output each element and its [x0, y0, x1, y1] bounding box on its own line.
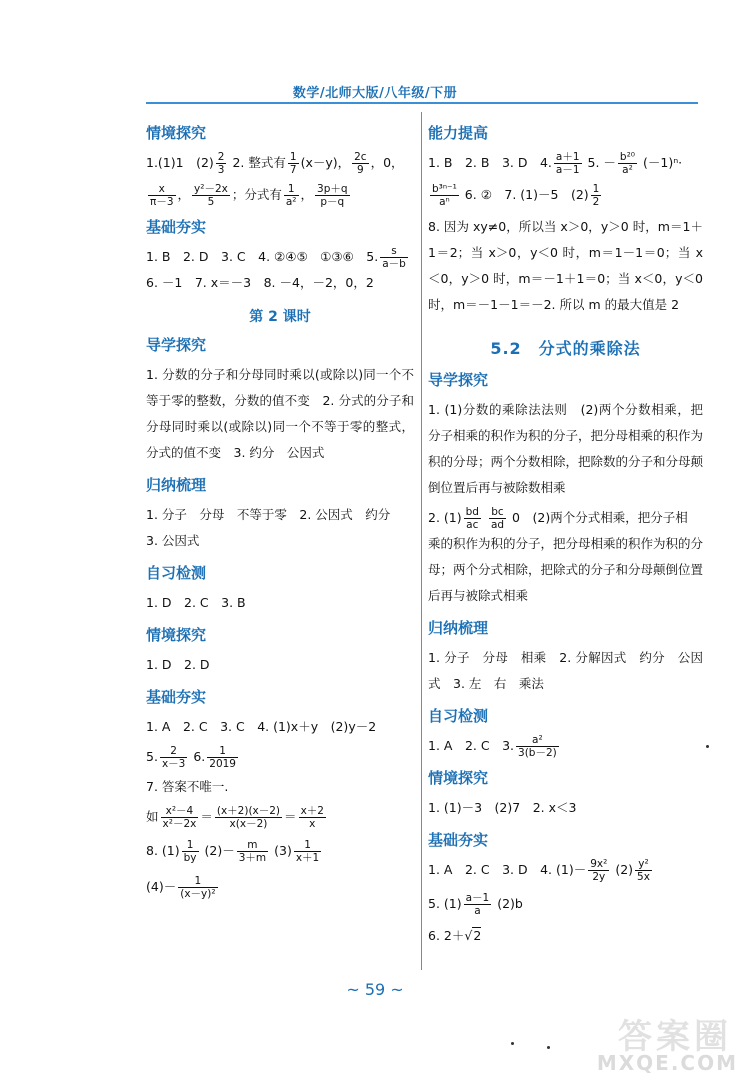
fraction: $\frac{(x+2)(x-2)}{x(x-2)}$	[216, 805, 281, 830]
column-divider	[421, 112, 422, 970]
section-heading: 情境探究	[428, 769, 489, 787]
answer-line: 1. (1)－3 (2)7 2. x＜3	[428, 800, 577, 815]
fraction: $\frac{x+2}{x}$	[300, 805, 324, 830]
answer-paragraph: 乘的积作为积的分子，把分母相乘的积作为积的分母；两个分式相除，把除式的分子和分母颠倒位置后再与被除式相乘	[428, 536, 704, 603]
answer-line: $\frac{\text{b³ⁿ⁻¹}}{\text{aⁿ}}$ 6. ② 7. (1)－5 (2) $\frac{1}{2}$	[432, 183, 600, 208]
answer-line: 如 $\frac{\text{x²－4}}{\text{x²－2x}}$ ＝ $\frac{(x+2)(x-2)}{x(x-2)}$ ＝ $\frac{x+2}{x}$	[146, 805, 324, 830]
section-heading: 自习检测	[428, 707, 489, 725]
section-heading: 情境探究	[146, 124, 207, 142]
section-heading: 能力提高	[428, 124, 489, 142]
answer-line: 7. 答案不唯一.	[146, 779, 229, 794]
fraction: $\frac{a+1}{a-1}$	[555, 151, 580, 176]
answer-paragraph: 1. (1)分数的乘除法法则 (2)两个分数相乘，把分子相乘的积作为积的分子，把分母相乘的积作为积的分母；两个分数相除，把除数的分子和分母颠倒位置后再与被除数相乘	[428, 402, 704, 495]
answer-line: 8. (1) $\frac{1}{by}$ (2)－ $\frac{m}{3+m}$ (3) $\frac{1}{x+1}$	[146, 839, 320, 864]
fraction: $\frac{1}{2019}$	[209, 745, 236, 770]
section-heading: 自习检测	[146, 564, 207, 582]
header-rule	[146, 102, 698, 104]
right-column	[428, 114, 703, 949]
answer-line: 3. 公因式	[146, 533, 200, 548]
fraction: $\frac{\text{b³ⁿ⁻¹}}{\text{aⁿ}}$	[432, 183, 457, 208]
section-heading: 基础夯实	[146, 688, 207, 706]
answer-line: 5. $\frac{2}{x-3}$ 6. $\frac{1}{2019}$	[146, 745, 236, 770]
section-heading: 导学探究	[428, 371, 489, 389]
answer-line: 6. 2＋√2	[428, 928, 482, 943]
fraction: $\frac{\text{a²}}{3(b-2)}$	[518, 734, 557, 759]
fraction: $\frac{3p+q}{p-q}$	[317, 183, 348, 208]
fraction: $\frac{\text{b²⁰}}{\text{a²}}$	[619, 151, 636, 176]
section-heading: 基础夯实	[146, 218, 207, 236]
fraction: $\frac{\text{9x²}}{2y}$	[590, 858, 608, 883]
fraction: $\frac{1}{\text{(x－y)²}}$	[180, 875, 216, 900]
section-heading: 基础夯实	[428, 831, 489, 849]
answer-line: 5. (1) $\frac{a-1}{a}$ (2)b	[428, 892, 523, 917]
stray-dot	[511, 1042, 514, 1045]
fraction: $\frac{m}{3+m}$	[238, 839, 267, 864]
fraction: $\frac{bc}{ad}$	[490, 506, 505, 531]
answer-paragraph: 8. 因为 xy≠0，所以当 x＞0，y＞0 时，m＝1＋1＝2；当 x＞0，y＜0 时，m＝1－1＝0；当 x＜0，y＞0 时，m＝－1＋1＝0；当 x＜0，y＜0 时，m＝－1－1＝－2. 所以 m 的最大值是 2	[428, 219, 703, 312]
answer-paragraph: 1. 分数的分子和分母同时乘以(或除以)同一个不等于零的整数，分数的值不变 2. 分式的分子和分母同时乘以(或除以)同一个不等于零的整式，分式的值不变 3. 约分 公因式	[146, 367, 414, 460]
fraction: $\frac{a-1}{a}$	[465, 892, 490, 917]
section-heading: 归纳梳理	[146, 476, 207, 494]
fraction: $\frac{\text{y²－2x}}{5}$	[194, 183, 228, 208]
fraction: $\frac{1}{x+1}$	[295, 839, 320, 864]
answer-line: 1. B 2. D 3. C 4. ②④⑤ ①③⑥ 5. $\frac{s}{a-b}$	[146, 245, 406, 270]
fraction: $\frac{1}{\text{a²}}$	[285, 183, 297, 208]
fraction: $\frac{1}{by}$	[183, 839, 197, 864]
stray-dot	[706, 745, 709, 748]
fraction: $\frac{s}{a-b}$	[382, 245, 406, 270]
answer-line: 1. D 2. C 3. B	[146, 595, 246, 610]
fraction: $\frac{2c}{9}$	[354, 151, 367, 176]
answer-line: 1. D 2. D	[146, 657, 210, 672]
answer-line: 6. －1 7. x＝－3 8. －4，－2，0，2	[146, 275, 374, 290]
page-number: ~ 59 ~	[346, 980, 404, 999]
answer-line: 1.(1)1 (2) $\frac{2}{3}$ 2. 整式有 $\frac{1}{7}$ (x－y)， $\frac{2c}{9}$ ，0，	[146, 151, 404, 176]
section-heading: 归纳梳理	[428, 619, 489, 637]
fraction: $\frac{1}{7}$	[289, 151, 297, 176]
answer-line: 1. A 2. C 3. D 4. (1)－ $\frac{\text{9x²}}{2y}$ (2) $\frac{\text{y²}}{5x}$	[428, 858, 650, 883]
left-column	[146, 114, 414, 900]
answer-line: 1. 分子 分母 不等于零 2. 公因式 约分	[146, 507, 391, 522]
answer-line: 1. A 2. C 3. C 4. (1)x＋y (2)y－2	[146, 719, 377, 734]
answer-line: (4)－ $\frac{1}{\text{(x－y)²}}$	[146, 875, 216, 900]
answer-line: 2. (1) $\frac{bd}{ac}$ $\frac{bc}{ad}$ 0 (2)两个分式相乘，把分子相	[428, 506, 688, 531]
stray-dot	[547, 1046, 550, 1049]
sqrt-icon: √	[464, 928, 473, 943]
section-heading: 导学探究	[146, 336, 207, 354]
fraction: $\frac{1}{2}$	[592, 183, 600, 208]
fraction: $\frac{2}{x-3}$	[161, 745, 186, 770]
fraction: $\frac{\text{y²}}{5x}$	[637, 858, 650, 883]
chapter-title: 5.2 分式的乘除法	[490, 339, 641, 358]
fraction: $\frac{x}{\pi-3}$	[150, 183, 174, 208]
fraction: $\frac{2}{3}$	[217, 151, 225, 176]
answer-line: 1. A 2. C 3. $\frac{\text{a²}}{3(b-2)}$	[428, 734, 557, 759]
watermark-logo: 答案圈 MXQE.COM	[596, 1017, 738, 1075]
fraction: $\frac{bd}{ac}$	[465, 506, 479, 531]
section-heading: 情境探究	[146, 626, 207, 644]
answer-paragraph: 1. 分子 分母 相乘 2. 分解因式 约分 公因式 3. 左 右 乘法	[428, 650, 703, 691]
lesson-title: 第 2 课时	[249, 309, 311, 325]
fraction: $\frac{\text{x²－4}}{\text{x²－2x}}$	[162, 805, 197, 830]
answer-line: $\frac{x}{\pi-3}$ ， $\frac{\text{y²－2x}}{5}$ ；分式有 $\frac{1}{\text{a²}}$ ， $\frac{3p+q}{p-q}$	[150, 183, 348, 208]
page-header-title: 数学/北师大版/八年级/下册	[292, 86, 458, 101]
answer-line: 1. B 2. B 3. D 4. $\frac{a+1}{a-1}$ 5. － $\frac{\text{b²⁰}}{\text{a²}}$ (－1)ⁿ·	[428, 151, 683, 176]
